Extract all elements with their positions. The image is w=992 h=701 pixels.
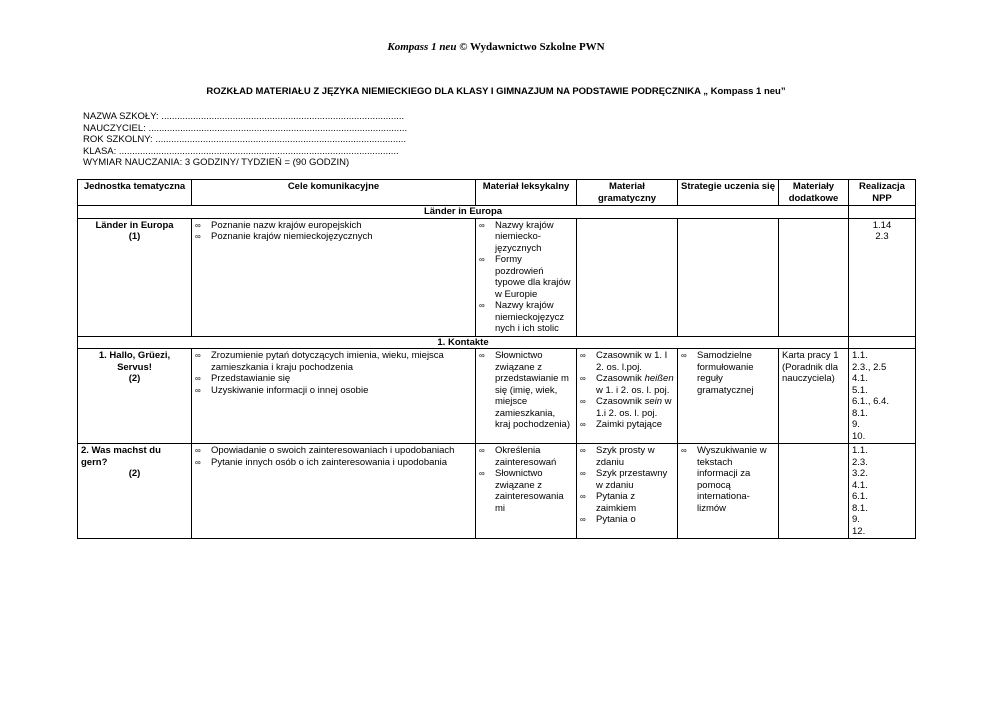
info-class: KLASA: .......................................................................................................... [83, 145, 399, 157]
goals-cell [192, 349, 476, 444]
goals-cell [192, 218, 476, 336]
unit-hours: (2) [128, 373, 141, 384]
strategies-cell [678, 444, 779, 539]
list-item: ∞ Opowiadanie o swoich zainteresowaniach i upodobaniach [195, 445, 472, 457]
unit-cell [78, 218, 192, 336]
section-title: Länder in Europa [78, 206, 849, 219]
book-title: Kompass 1 neu [387, 41, 457, 53]
grammar-cell [577, 218, 678, 336]
list-item: ∞ Nazwy krajów niemiecko-języcznych [479, 220, 573, 255]
info-school-year: ROK SZKOLNY: ............................................................................................... [83, 134, 407, 145]
unit-cell [78, 349, 192, 444]
col-header-strategies: Strategie uczenia się [678, 180, 779, 206]
lexical-cell [476, 218, 577, 336]
unit-name: 2. Was machst du gern? [81, 445, 161, 468]
list-item: ∞ Formy pozdrowień typowe dla krajów w Europie [479, 254, 573, 300]
publisher: © Wydawnictwo Szkolne PWN [459, 41, 605, 53]
document-title: ROZKŁAD MATERIAŁU Z JĘZYKA NIEMIECKIEGO DLA KLASY I GIMNAZJUM NA PODSTAWIE PODRĘCZNIKA „ Kompass 1 neu” [206, 86, 786, 97]
school-info [83, 111, 407, 169]
table-header-row [78, 180, 916, 206]
grammar-cell [577, 444, 678, 539]
table-row [78, 349, 916, 444]
col-header-unit: Jednostka tematyczna [78, 180, 192, 206]
section-row [78, 206, 916, 219]
list-item: ∞ Poznanie nazw krajów europejskich [195, 220, 472, 232]
syllabus-table [77, 179, 916, 539]
list-item: ∞ Szyk prosty w zdaniu [580, 445, 674, 468]
goals-cell [192, 444, 476, 539]
unit-name: Länder in Europa [95, 219, 174, 231]
extras-cell: Karta pracy 1 (Poradnik dla nauczyciela) [779, 349, 849, 444]
page-header [0, 41, 992, 53]
grammar-cell [577, 349, 678, 444]
list-item: ∞ Określenia zainteresowań [479, 445, 573, 468]
extras-cell [779, 444, 849, 539]
list-item: ∞ Nazwy krajów niemieckojęzycz nych i ich stolic [479, 300, 573, 335]
list-item: ∞ Uzyskiwanie informacji o innej osobie [195, 385, 472, 397]
list-item: ∞ Poznanie krajów niemieckojęzycznych [195, 231, 472, 243]
unit-cell [78, 444, 192, 539]
info-teacher: NAUCZYCIEL: .................................................................................................. [83, 122, 408, 134]
extras-cell [779, 218, 849, 336]
section-title: 1. Kontakte [78, 336, 849, 349]
list-item: ∞ Czasownik sein w 1.i 2. os. l. poj. [580, 396, 674, 419]
list-item: ∞ Przedstawianie się [195, 373, 472, 385]
list-item: ∞ Pytania o [580, 514, 674, 526]
npp-cell: 1.1. 2.3., 2.5 4.1. 5.1. 6.1., 6.4. 8.1. 9. 10. [849, 349, 916, 444]
col-header-npp: Realizacja NPP [849, 180, 916, 206]
strategies-cell [678, 349, 779, 444]
table-row [78, 218, 916, 336]
table-row [78, 444, 916, 539]
npp-cell: 1.1. 2.3. 3.2. 4.1. 6.1. 8.1. 9. 12. [849, 444, 916, 539]
list-item: ∞ Słownictwo związane z przedstawianie m się (imię, wiek, miejsce zamieszkania, kraj pochodzenia) [479, 350, 573, 431]
list-item: ∞ Zrozumienie pytań dotyczących imienia, wieku, miejsca zamieszkania i kraju pochodzenia [195, 350, 472, 373]
list-item: ∞ Czasownik w 1. I 2. os. l.poj. [580, 350, 674, 373]
list-item: ∞ Szyk przestawny w zdaniu [580, 468, 674, 491]
col-header-extras: Materiały dodatkowe [779, 180, 849, 206]
info-school-name: NAZWA SZKOŁY: ............................................................................................ [83, 111, 405, 122]
lexical-cell [476, 444, 577, 539]
list-item: ∞ Wyszukiwanie w tekstach informacji za pomocą internationa-lizmów [681, 445, 775, 514]
lexical-cell [476, 349, 577, 444]
list-item: ∞ Zaimki pytające [580, 419, 674, 431]
col-header-grammar: Materiał gramatyczny [577, 180, 678, 206]
list-item: ∞ Czasownik heißen w 1. i 2. os. l. poj. [580, 373, 674, 396]
list-item: ∞ Pytanie innych osób o ich zainteresowania i upodobania [195, 457, 472, 469]
unit-hours: (1) [128, 231, 141, 242]
col-header-lexical: Materiał leksykalny [476, 180, 577, 206]
section-row [78, 336, 916, 349]
unit-hours: (2) [128, 468, 141, 479]
list-item: ∞ Samodzielne formułowanie reguły gramatycznej [681, 350, 775, 396]
strategies-cell [678, 218, 779, 336]
info-teaching-hours: WYMIAR NAUCZANIA: 3 GODZINY/ TYDZIEŃ = (90 GODZIN) [83, 157, 350, 168]
unit-name: 1. Hallo, Grüezi, Servus! [98, 350, 171, 373]
list-item: ∞ Pytania z zaimkiem [580, 491, 674, 514]
npp-cell: 1.14 2.3 [849, 218, 916, 336]
list-item: ∞ Słownictwo związane z zainteresowania mi [479, 468, 573, 514]
col-header-goals: Cele komunikacyjne [192, 180, 476, 206]
